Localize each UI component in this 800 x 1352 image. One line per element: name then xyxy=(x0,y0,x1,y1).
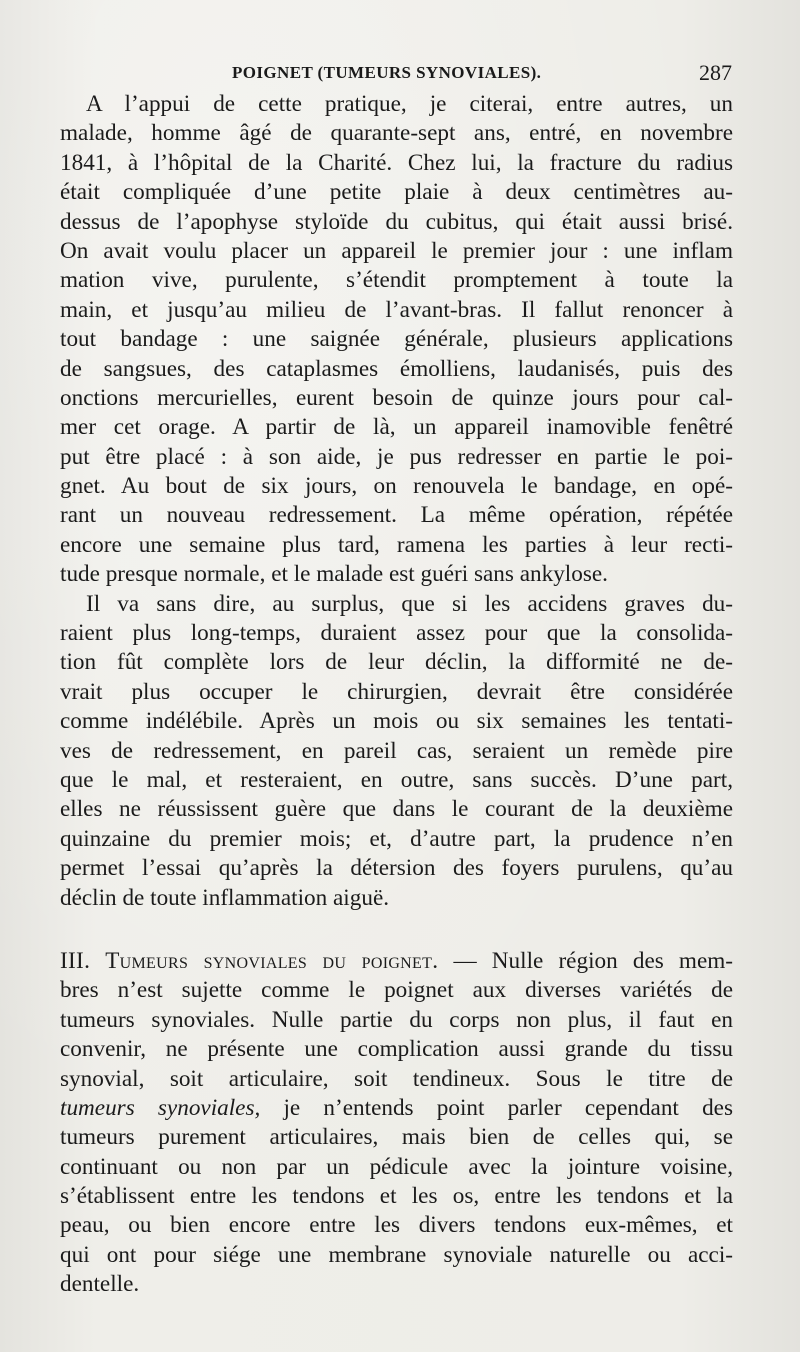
text-fragment: Nulle région des mem- xyxy=(491,947,733,974)
text-line: que le mal, et resteraient, en outre, sans succès. D’une part, xyxy=(60,766,733,793)
heading-dash: — xyxy=(438,947,492,974)
text-line: Il va sans dire, au surplus, que si les accidens graves du- xyxy=(86,590,733,617)
paragraph-1 xyxy=(60,90,733,590)
section-heading-line xyxy=(60,947,733,976)
text-line: bres n’est sujette comme le poignet aux diverses variétés de xyxy=(60,977,733,1004)
text-line: de sangsues, des cataplasmes émolliens, laudanisés, puis des xyxy=(60,355,733,382)
text-line: tout bandage : une saignée générale, plusieurs applications xyxy=(60,326,733,353)
text-line: mation vive, purulente, s’étendit promptement à toute la xyxy=(60,267,733,294)
text-line: déclin de toute inflammation aiguë. xyxy=(60,884,390,911)
text-line: 1841, à l’hôpital de la Charité. Chez lui, la fracture du radius xyxy=(60,149,733,176)
text-line: tion fût complète lors de leur déclin, la difformité ne de- xyxy=(60,649,733,676)
text-line: vrait plus occuper le chirurgien, devrait être considérée xyxy=(60,678,733,705)
text-line: s’établissent entre les tendons et les os, entre les tendons et la xyxy=(60,1183,733,1210)
text-line: comme indélébile. Après un mois ou six semaines les tentati- xyxy=(60,708,733,735)
text-line: tumeurs synoviales. Nulle partie du corps non plus, il faut en xyxy=(60,1006,733,1033)
page-number: 287 xyxy=(699,60,732,85)
text-line: quinzaine du premier mois; et, d’autre part, la prudence n’en xyxy=(60,825,733,852)
text-line: qui ont pour siége une membrane synoviale naturelle ou acci- xyxy=(60,1241,733,1268)
text-fragment: je n’entends point parler cependant des xyxy=(260,1094,733,1121)
italic-line xyxy=(60,1094,733,1123)
text-line: mer cet orage. A partir de là, un appareil inamovible fenêtré xyxy=(60,414,733,441)
section-heading: III. Tumeurs synoviales du poignet. xyxy=(60,947,439,974)
text-line: put être placé : à son aide, je pus redresser en partie le poi- xyxy=(60,443,733,470)
text-line: main, et jusqu’au milieu de l’avant-bras. Il fallut renoncer à xyxy=(60,296,733,323)
text-line: dessus de l’apophyse styloïde du cubitus, qui était aussi brisé. xyxy=(60,208,733,235)
text-line: malade, homme âgé de quarante-sept ans, entré, en novembre xyxy=(60,120,733,147)
page-header xyxy=(60,60,736,90)
text-line: était compliquée d’une petite plaie à deux centimètres au- xyxy=(60,179,733,206)
text-line: permet l’essai qu’après la détersion des foyers purulens, qu’au xyxy=(60,855,733,882)
section-spacer xyxy=(60,913,733,947)
text-line: ves de redressement, en pareil cas, seraient un remède pire xyxy=(60,737,733,764)
body-text xyxy=(60,90,733,1300)
paragraph-2 xyxy=(60,590,733,913)
text-line: dentelle. xyxy=(60,1271,140,1298)
text-line: A l’appui de cette pratique, je citerai, entre autres, un xyxy=(86,91,733,117)
text-line: raient plus long-temps, duraient assez pour que la consolida- xyxy=(60,620,733,647)
text-line: peau, ou bien encore entre les divers tendons eux-mêmes, et xyxy=(60,1212,733,1239)
text-line: onctions mercurielles, eurent besoin de quinze jours pour cal- xyxy=(60,384,733,411)
text-line: gnet. Au bout de six jours, on renouvela le bandage, en opé- xyxy=(60,473,733,500)
italic-term: tumeurs synoviales, xyxy=(60,1094,261,1121)
section-3 xyxy=(60,947,733,1300)
running-head: POIGNET (TUMEURS SYNOVIALES). xyxy=(232,63,542,82)
text-line: On avait voulu placer un appareil le premier jour : une inflam xyxy=(60,237,733,264)
text-line: continuant ou non par un pédicule avec la jointure voisine, xyxy=(60,1153,733,1180)
text-line: tude presque normale, et le malade est guéri sans ankylose. xyxy=(60,561,608,588)
text-line: rant un nouveau redressement. La même opération, répétée xyxy=(60,502,733,529)
text-line: tumeurs purement articulaires, mais bien de celles qui, se xyxy=(60,1124,733,1151)
text-line: synovial, soit articulaire, soit tendineux. Sous le titre de xyxy=(60,1065,733,1092)
text-line: encore une semaine plus tard, ramena les parties à leur recti- xyxy=(60,531,733,558)
text-line: convenir, ne présente une complication aussi grande du tissu xyxy=(60,1036,733,1063)
text-line: elles ne réussissent guère que dans le courant de la deuxième xyxy=(60,796,733,823)
